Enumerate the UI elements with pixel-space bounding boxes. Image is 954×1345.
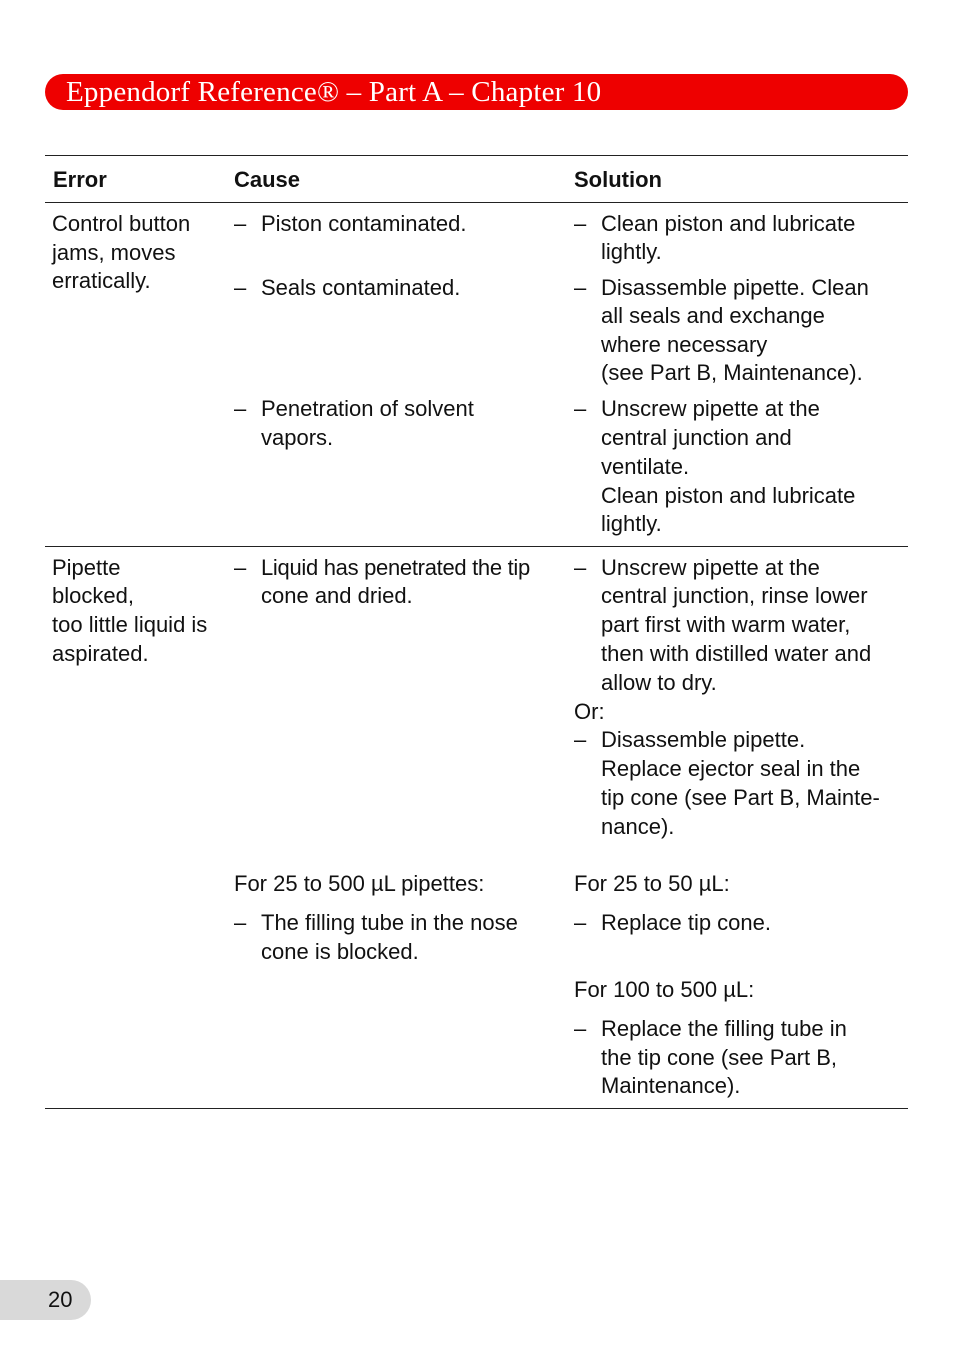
solution-line: allow to dry. [601, 670, 717, 695]
solution-line: (see Part B, Maintenance). [601, 360, 863, 385]
solution-line: Replace tip cone. [601, 910, 771, 935]
list-dash: – [234, 396, 247, 421]
chapter-header-bar [45, 74, 908, 110]
solution-intro: For 100 to 500 µL: [574, 977, 755, 1002]
solution-line: Clean piston and lubricate [601, 211, 856, 236]
solution-intro: For 25 to 50 µL: [574, 871, 730, 896]
solution-line: Disassemble pipette. [601, 727, 806, 752]
solution-line: tip cone (see Part B, Mainte- [601, 785, 880, 810]
list-dash: – [234, 211, 247, 236]
cause-intro: For 25 to 500 µL pipettes: [234, 871, 485, 896]
solution-line: Replace ejector seal in the [601, 756, 861, 781]
list-dash: – [234, 275, 247, 300]
solution-line: Disassemble pipette. Clean [601, 275, 869, 300]
solution-line: ventilate. [601, 454, 690, 479]
cause-line: Penetration of solvent [261, 396, 474, 421]
chapter-title: Eppendorf Reference® – Part A – Chapter 10 [66, 75, 602, 108]
cause-line: Liquid has penetrated the tip [261, 555, 530, 580]
solution-line: all seals and exchange [601, 303, 825, 328]
solution-line: part first with warm water, [601, 612, 851, 637]
solution-line: Unscrew pipette at the [601, 396, 820, 421]
error-line: aspirated. [52, 641, 149, 666]
solution-line: Unscrew pipette at the [601, 555, 820, 580]
solution-line: Replace the filling tube in [601, 1016, 847, 1041]
error-line: Pipette [52, 555, 121, 580]
list-dash: – [574, 275, 587, 300]
list-dash: – [574, 211, 587, 236]
error-line: erratically. [52, 268, 151, 293]
cause-line: vapors. [261, 425, 334, 450]
solution-line: where necessary [601, 332, 768, 357]
cause-line: Piston contaminated. [261, 211, 467, 236]
list-dash: – [234, 555, 247, 580]
error-line: Control button [52, 211, 191, 236]
row-divider [45, 546, 908, 547]
solution-line: then with distilled water and [601, 641, 872, 666]
error-line: too little liquid is [52, 612, 208, 637]
solution-line: central junction, rinse lower [601, 583, 868, 608]
table-bottom-rule [45, 1108, 908, 1109]
solution-line: central junction and [601, 425, 792, 450]
list-dash: – [574, 910, 587, 935]
column-header-cause: Cause [234, 167, 301, 192]
column-header-solution: Solution [574, 167, 662, 192]
list-dash: – [574, 1016, 587, 1041]
solution-intro: Or: [574, 699, 605, 724]
list-dash: – [574, 396, 587, 421]
column-header-error: Error [53, 167, 107, 192]
error-line: jams, moves [52, 240, 176, 265]
solution-line: lightly. [601, 239, 662, 264]
cause-line: cone is blocked. [261, 939, 419, 964]
table-top-rule [45, 155, 908, 156]
cause-line: The filling tube in the nose [261, 910, 518, 935]
error-line: blocked, [52, 583, 134, 608]
solution-line: lightly. [601, 511, 662, 536]
cause-line: cone and dried. [261, 583, 413, 608]
solution-line: the tip cone (see Part B, [601, 1045, 838, 1070]
page-number-badge [0, 1280, 91, 1320]
solution-line: Clean piston and lubricate [601, 483, 856, 508]
solution-line: nance). [601, 814, 675, 839]
header-bottom-rule [45, 202, 908, 203]
list-dash: – [234, 910, 247, 935]
solution-line: Maintenance). [601, 1073, 741, 1098]
cause-line: Seals contaminated. [261, 275, 461, 300]
list-dash: – [574, 727, 587, 752]
page-number: 20 [48, 1287, 73, 1312]
list-dash: – [574, 555, 587, 580]
